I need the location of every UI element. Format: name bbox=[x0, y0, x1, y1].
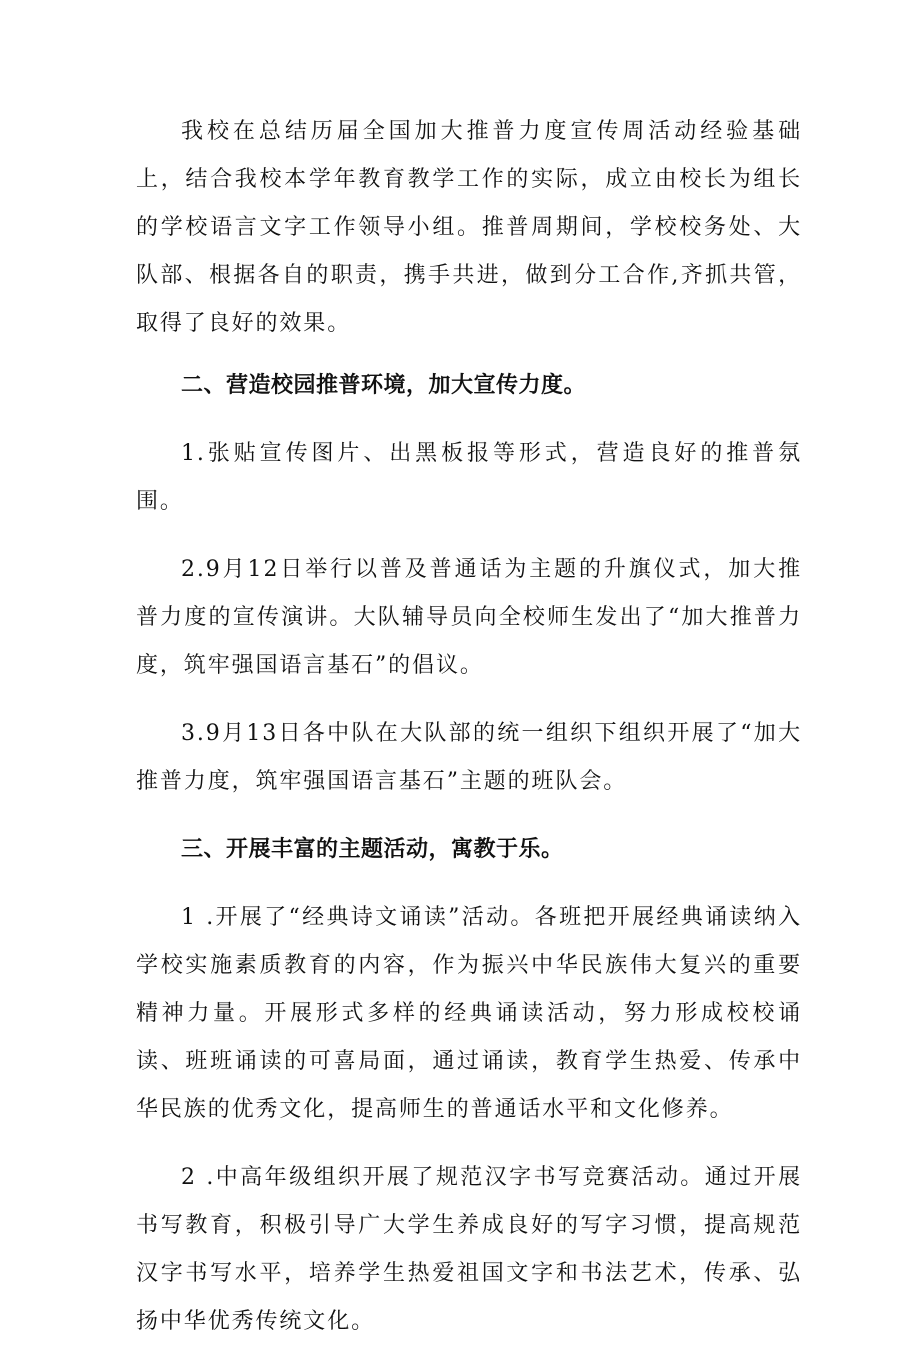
document-body bbox=[136, 108, 802, 1366]
paragraph-item-2-1: 1.张贴宣传图片、出黑板报等形式，营造良好的推普氛围。 bbox=[136, 441, 802, 514]
section-heading-3: 三、开展丰富的主题活动，寓教于乐。 bbox=[181, 837, 564, 862]
section-heading-2: 二、营造校园推普环境，加大宣传力度。 bbox=[181, 373, 587, 398]
paragraph-item-2-2: 2.9月12日举行以普及普通话为主题的升旗仪式，加大推普力度的宣传演讲。大队辅导员向全校师生发出了“加大推普力度，筑牢强国语言基石”的倡议。 bbox=[136, 557, 802, 678]
paragraph-item-2-3: 3.9月13日各中队在大队部的统一组织下组织开展了“加大推普力度，筑牢强国语言基石”主题的班队会。 bbox=[136, 721, 802, 794]
paragraph-item-3-1: 1 .开展了“经典诗文诵读”活动。各班把开展经典诵读纳入学校实施素质教育的内容，作为振兴中华民族伟大复兴的重要精神力量。开展形式多样的经典诵读活动，努力形成校校诵读、班班诵读的可喜局面，通过诵读，教育学生热爱、传承中华民族的优秀文化，提高师生的普通话水平和文化修养。 bbox=[136, 905, 802, 1122]
paragraph-item-3-2: 2 .中高年级组织开展了规范汉字书写竞赛活动。通过开展书写教育，积极引导广大学生养成良好的写字习惯，提高规范汉字书写水平，培养学生热爱祖国文字和书法艺术，传承、弘扬中华优秀传统文化。 bbox=[136, 1165, 802, 1334]
paragraph-intro: 我校在总结历届全国加大推普力度宣传周活动经验基础上，结合我校本学年教育教学工作的实际，成立由校长为组长的学校语言文字工作领导小组。推普周期间，学校校务处、大队部、根据各自的职责，携手共进，做到分工合作,齐抓共管，取得了良好的效果。 bbox=[136, 119, 802, 336]
